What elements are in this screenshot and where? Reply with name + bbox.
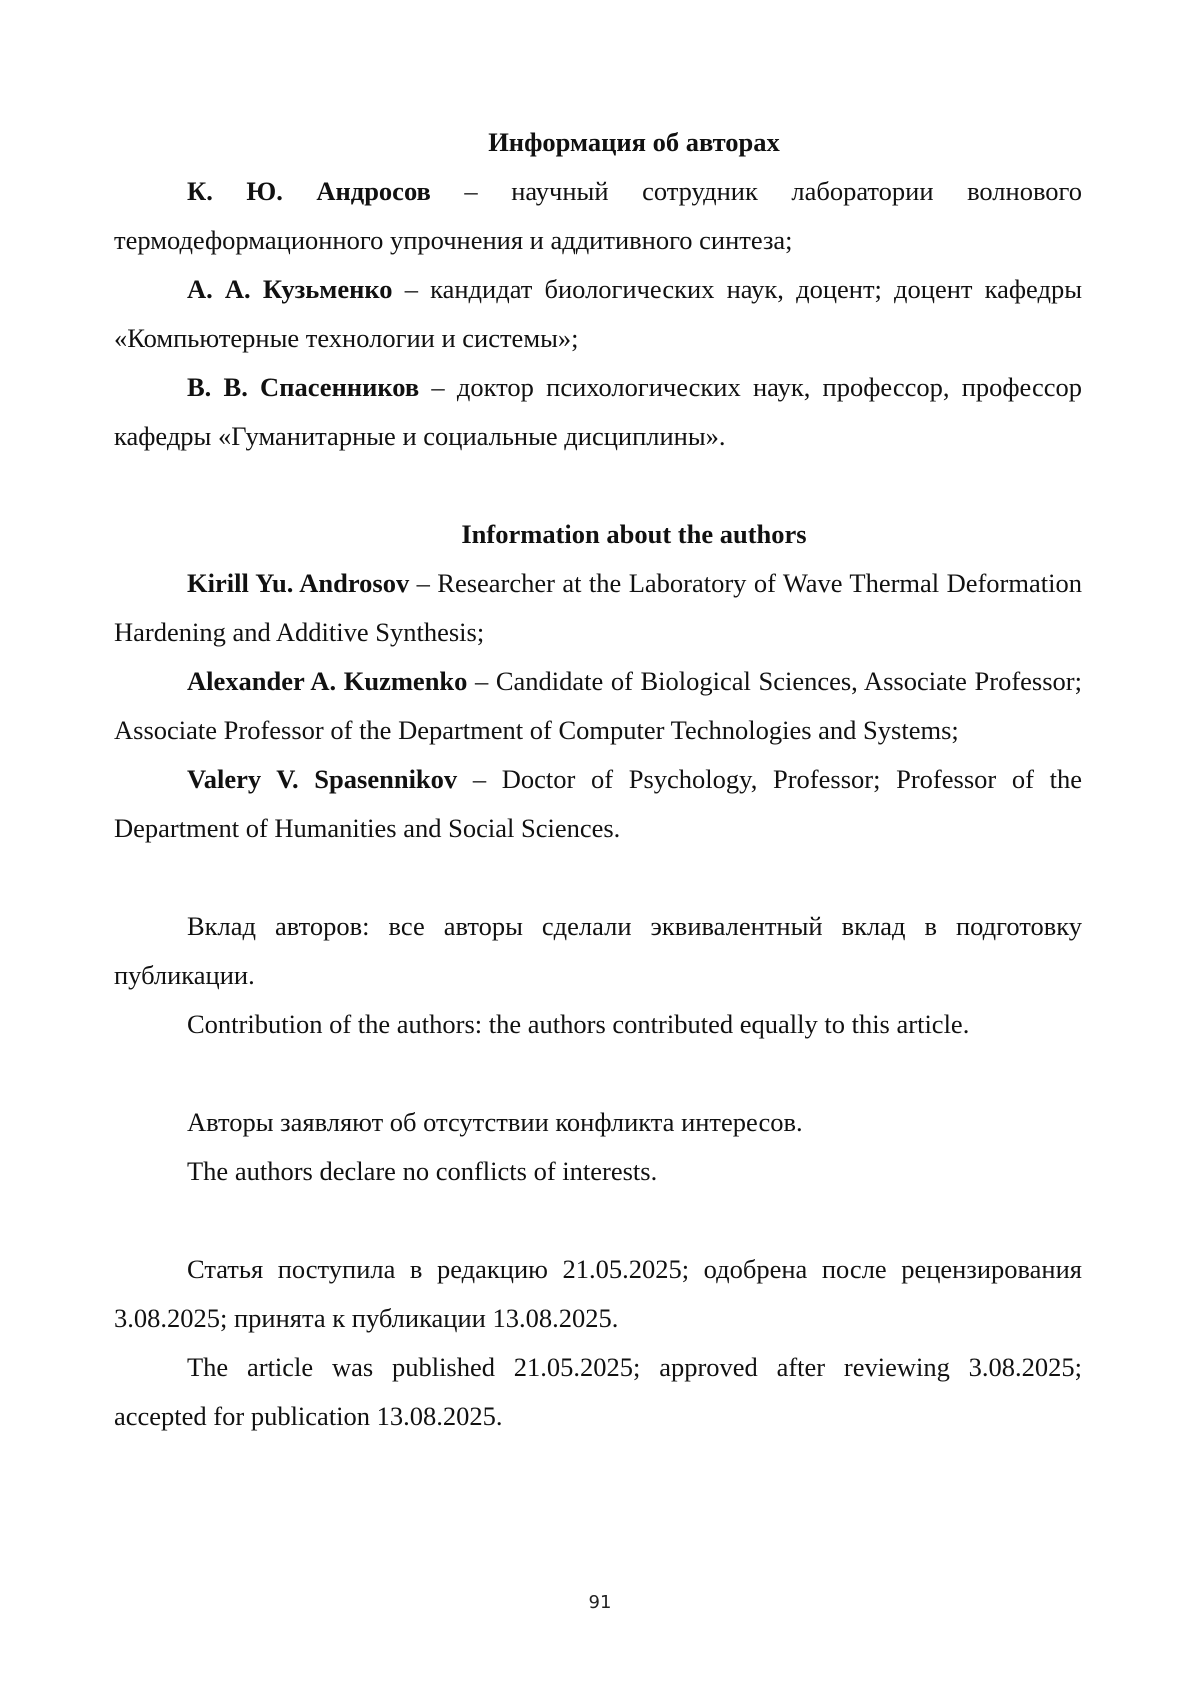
contribution-en: Contribution of the authors: the authors contributed equally to this article. xyxy=(187,1009,970,1039)
author-description: – доктор психологических наук, профессор, профессор кафедры «Гуманитарные и социальные дисциплины». xyxy=(114,372,1083,451)
contribution-ru: Вклад авторов: все авторы сделали эквивалентный вклад в подготовку публикации. xyxy=(114,911,1082,990)
dates-en: The article was published 21.05.2025; approved after reviewing 3.08.2025; accepted for publication 13.08.2025. xyxy=(114,1352,1082,1431)
en-author-entry xyxy=(114,755,1082,853)
ru-author-entry xyxy=(114,167,1082,265)
ru-authors-heading: Информация об авторах xyxy=(488,127,780,157)
en-author-entry xyxy=(114,559,1082,657)
author-description: – Candidate of Biological Sciences, Associate Professor; Associate Professor of the Department of Computer Technologies and Systems; xyxy=(114,666,1082,745)
page-content xyxy=(114,118,1082,1441)
spacer xyxy=(114,1196,1082,1245)
spacer xyxy=(114,461,1082,510)
dates-ru: Статья поступила в редакцию 21.05.2025; одобрена после рецензирования 3.08.2025; принята к публикации 13.08.2025. xyxy=(114,1254,1082,1333)
conflicts-en: The authors declare no conflicts of interests. xyxy=(187,1156,658,1186)
ru-author-entry xyxy=(114,363,1082,461)
author-name: В. В. Спасенников xyxy=(187,372,420,402)
spacer xyxy=(114,853,1082,902)
en-authors-heading: Information about the authors xyxy=(461,519,807,549)
author-name: Valery V. Spasennikov xyxy=(187,764,458,794)
en-author-entry xyxy=(114,657,1082,755)
page-number: 91 xyxy=(588,1592,612,1613)
author-description: – кандидат биологических наук, доцент; доцент кафедры «Компьютерные технологии и системы»; xyxy=(114,274,1082,353)
author-name: К. Ю. Андросов xyxy=(187,176,431,206)
author-name: Alexander A. Kuzmenko xyxy=(187,666,468,696)
author-description: – научный сотрудник лаборатории волнового термодеформационного упрочнения и аддитивного синтеза; xyxy=(114,176,1082,255)
ru-author-entry xyxy=(114,265,1082,363)
author-description: – Researcher at the Laboratory of Wave Thermal Deformation Hardening and Additive Synthesis; xyxy=(114,568,1082,647)
conflicts-ru: Авторы заявляют об отсутствии конфликта интересов. xyxy=(187,1107,803,1137)
author-name: Kirill Yu. Androsov xyxy=(187,568,410,598)
author-name: А. А. Кузьменко xyxy=(187,274,393,304)
spacer xyxy=(114,1049,1082,1098)
author-description: – Doctor of Psychology, Professor; Professor of the Department of Humanities and Social Sciences. xyxy=(114,764,1082,843)
